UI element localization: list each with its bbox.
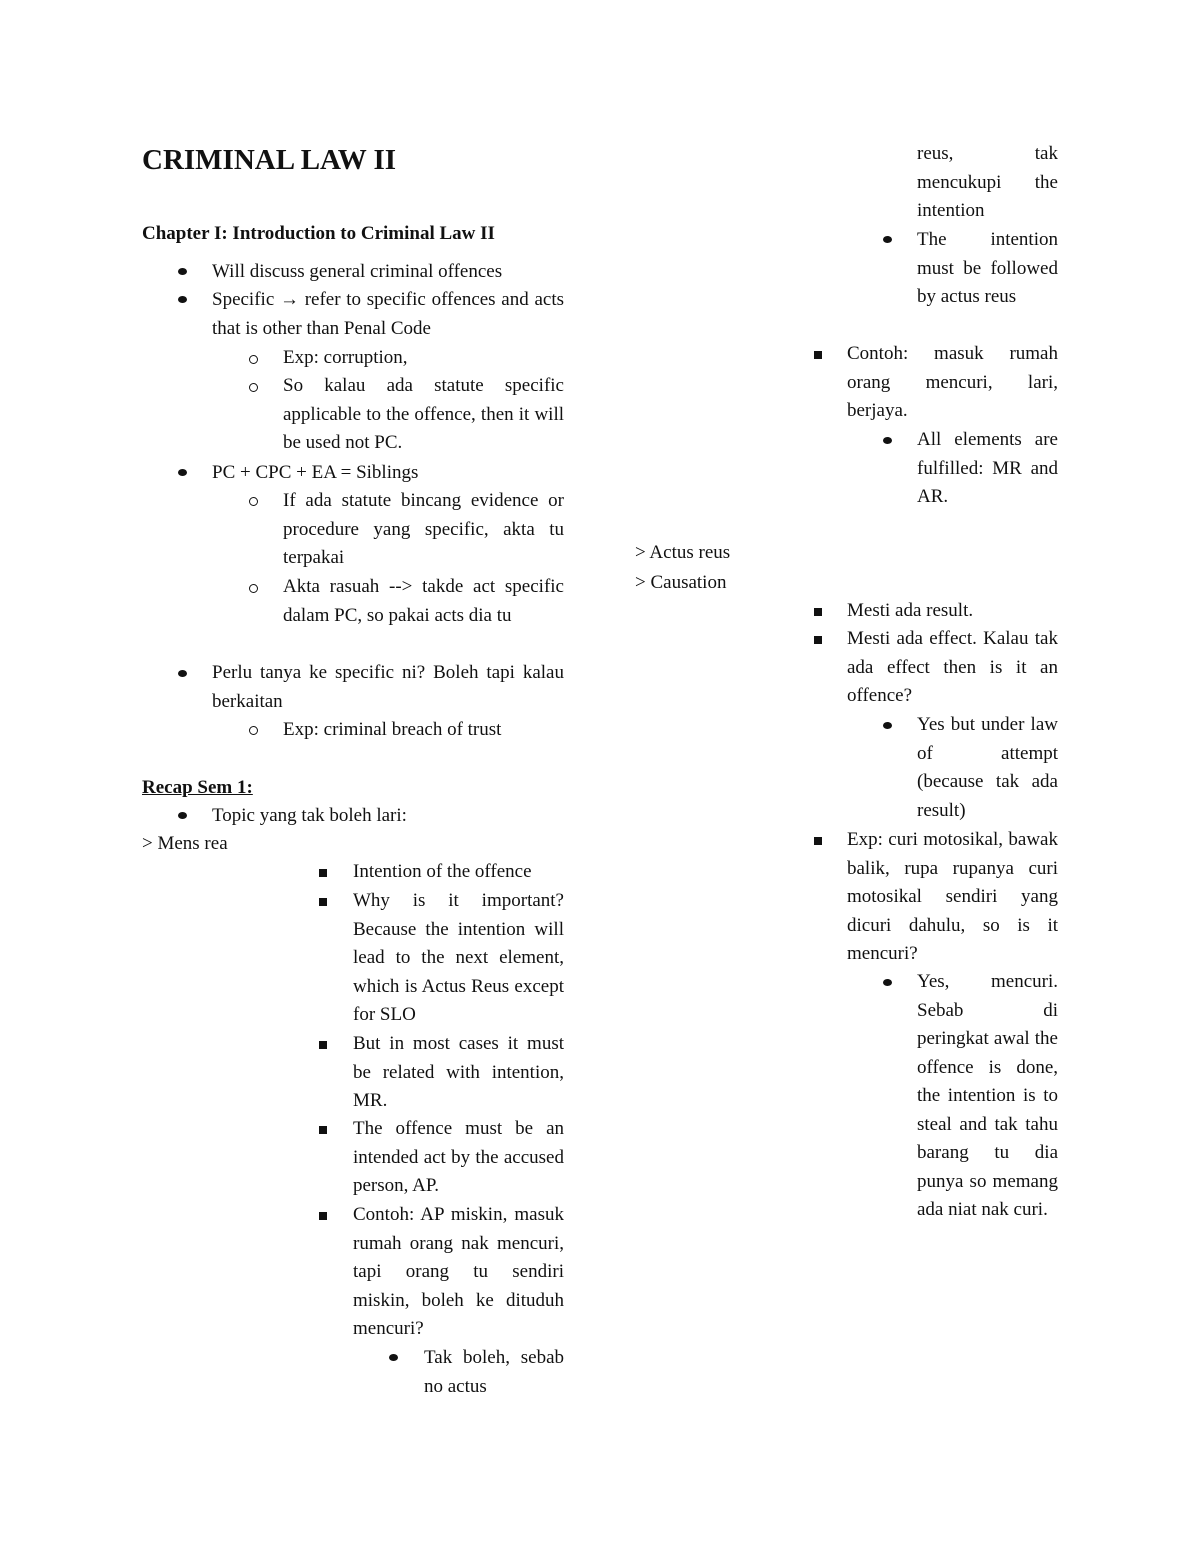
bullet-dot-icon [389, 1354, 398, 1361]
bullet-circle-icon [249, 497, 258, 506]
list-item: The intention must be followed by actus reus [917, 229, 1058, 307]
list-item: The offence must be an intended act by the accused person, AP. [353, 1118, 564, 1196]
recap-heading: Recap Sem 1: [142, 777, 253, 798]
list-item: Akta rasuah --> takde act specific dalam PC, so pakai acts dia tu [283, 576, 564, 626]
list-item: Topic yang tak boleh lari: [212, 805, 407, 826]
list-item: Specific → refer to specific offences and acts that is other than Penal Code [212, 289, 564, 339]
list-item: If ada statute bincang evidence or procedure yang specific, akta tu terpakai [283, 490, 564, 568]
bullet-dot-icon [883, 437, 892, 444]
bullet-dot-icon [883, 236, 892, 243]
bullet-square-icon [319, 869, 327, 877]
bullet-square-icon [319, 898, 327, 906]
list-item: Will discuss general criminal offences [212, 261, 503, 282]
document-title: CRIMINAL LAW II [142, 144, 397, 176]
bullet-circle-icon [249, 726, 258, 735]
bullet-square-icon [319, 1212, 327, 1220]
list-item: Exp: corruption, [283, 347, 408, 368]
list-item: Why is it important? Because the intention will lead to the next element, which is Actus Reus except for SLO [353, 890, 564, 1025]
bullet-square-icon [319, 1126, 327, 1134]
bullet-square-icon [814, 837, 822, 845]
section-label-causation: > Causation [635, 572, 727, 593]
bullet-square-icon [814, 608, 822, 616]
list-item: All elements are fulfilled: MR and AR. [917, 429, 1058, 507]
list-item: Tak boleh, sebab no actus [424, 1347, 564, 1397]
bullet-square-icon [814, 636, 822, 644]
bullet-dot-icon [178, 812, 187, 819]
list-item: Yes, mencuri. Sebab di peringkat awal the offence is done, the intention is to steal and tak tahu barang tu dia punya so memang ada niat nak curi. [917, 971, 1058, 1220]
section-label-mens-rea: > Mens rea [142, 833, 228, 854]
bullet-circle-icon [249, 355, 258, 364]
list-item: Mesti ada effect. Kalau tak ada effect then is it an offence? [847, 628, 1058, 706]
bullet-dot-icon [178, 670, 187, 677]
list-item: Mesti ada result. [847, 600, 974, 621]
list-item-continuation: reus, tak mencukupi the intention [917, 143, 1058, 221]
chapter-heading: Chapter I: Introduction to Criminal Law II [142, 223, 495, 244]
bullet-square-icon [814, 351, 822, 359]
bullet-dot-icon [883, 722, 892, 729]
list-item: Intention of the offence [353, 861, 532, 882]
list-item: But in most cases it must be related with intention, MR. [353, 1033, 564, 1111]
bullet-square-icon [319, 1041, 327, 1049]
bullet-circle-icon [249, 584, 258, 593]
list-item: PC + CPC + EA = Siblings [212, 462, 419, 483]
bullet-dot-icon [883, 979, 892, 986]
section-label-actus-reus: > Actus reus [635, 542, 731, 563]
list-item: Yes but under law of attempt (because tak ada result) [917, 714, 1058, 821]
list-item: Contoh: AP miskin, masuk rumah orang nak mencuri, tapi orang tu sendiri miskin, boleh ke dituduh mencuri? [353, 1204, 564, 1339]
list-item: Contoh: masuk rumah orang mencuri, lari, berjaya. [847, 343, 1058, 421]
bullet-dot-icon [178, 268, 187, 275]
list-item: Exp: criminal breach of trust [283, 719, 502, 740]
bullet-dot-icon [178, 296, 187, 303]
bullet-circle-icon [249, 383, 258, 392]
list-item: Exp: curi motosikal, bawak balik, rupa rupanya curi motosikal sendiri yang dicuri dahulu, so is it mencuri? [847, 829, 1058, 964]
list-item: So kalau ada statute specific applicable to the offence, then it will be used not PC. [283, 375, 564, 453]
bullet-dot-icon [178, 469, 187, 476]
list-item: Perlu tanya ke specific ni? Boleh tapi kalau berkaitan [212, 662, 564, 712]
